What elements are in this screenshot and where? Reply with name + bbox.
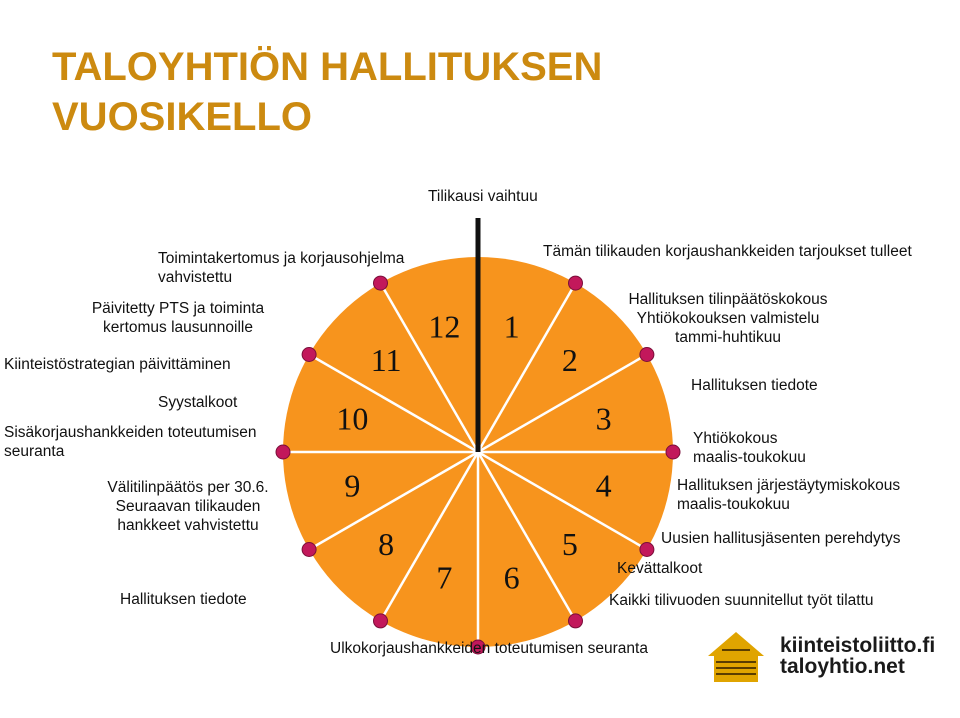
label-tilikausi-vaihtuu: Tilikausi vaihtuu <box>428 188 538 205</box>
month-marker-dot <box>302 348 316 362</box>
month-marker-dot <box>302 543 316 557</box>
month-number-6: 6 <box>503 559 520 596</box>
label-ulkokorjaus-seuranta: Ulkokorjaushankkeiden toteutumisen seuranta <box>330 640 648 657</box>
label-sisakorjaus: Sisäkorjaushankkeiden toteutumisen seuranta <box>4 424 257 460</box>
month-number-7: 7 <box>436 559 453 596</box>
label-tarjoukset: Tämän tilikauden korjaushankkeiden tarjoukset tulleet <box>543 243 912 260</box>
label-pts: Päivitetty PTS ja toiminta kertomus lausunnoille <box>91 300 265 336</box>
month-marker-dot <box>569 276 583 290</box>
title-line-2: VUOSIKELLO <box>52 95 313 139</box>
month-number-8: 8 <box>378 525 395 562</box>
label-kiinteistostrategia: Kiinteistöstrategian päivittäminen <box>4 356 231 373</box>
label-perehdytys: Uusien hallitusjäsenten perehdytys <box>661 530 901 547</box>
month-number-5: 5 <box>561 525 578 562</box>
month-marker-dot <box>666 445 680 459</box>
month-number-3: 3 <box>595 400 612 437</box>
label-toimintakertomus: Toimintakertomus ja korjausohjelma vahvistettu <box>158 250 405 286</box>
month-number-12: 12 <box>428 308 461 345</box>
label-hallituksen-tiedote-left: Hallituksen tiedote <box>120 591 247 608</box>
month-number-1: 1 <box>503 308 520 345</box>
logo-text-kiinteistoliitto: kiinteistoliitto.fi <box>780 634 936 657</box>
month-marker-dot <box>374 614 388 628</box>
logo-text-taloyhtio: taloyhtio.net <box>780 655 905 678</box>
label-kevattalkoot: Kevättalkoot <box>617 560 703 577</box>
month-marker-dot <box>640 543 654 557</box>
month-marker-dot <box>640 348 654 362</box>
month-number-2: 2 <box>561 342 578 379</box>
label-tilivuoden-tyot: Kaikki tilivuoden suunnitellut työt tilattu <box>609 592 874 609</box>
month-marker-dot <box>276 445 290 459</box>
month-number-4: 4 <box>595 467 612 504</box>
label-syystalkoot: Syystalkoot <box>158 394 238 411</box>
month-number-9: 9 <box>344 467 361 504</box>
month-number-11: 11 <box>370 342 402 379</box>
label-yhtiokokous: Yhtiökokous maalis-toukokuu <box>693 430 806 466</box>
label-valitilinpaatos: Välitilinpäätös per 30.6. Seuraavan tilikauden hankkeet vahvistettu <box>107 479 269 534</box>
month-number-10: 10 <box>336 400 369 437</box>
label-jarjestaytymiskokous: Hallituksen järjestäytymiskokous maalis-toukokuu <box>677 477 901 513</box>
month-marker-dot <box>569 614 583 628</box>
title-line-1: TALOYHTIÖN HALLITUKSEN <box>52 45 603 89</box>
label-tilinpaatoskokous: Hallituksen tilinpäätöskokous Yhtiökokouksen valmistelu tammi-huhtikuu <box>628 291 828 346</box>
label-hallituksen-tiedote-right: Hallituksen tiedote <box>691 377 818 394</box>
